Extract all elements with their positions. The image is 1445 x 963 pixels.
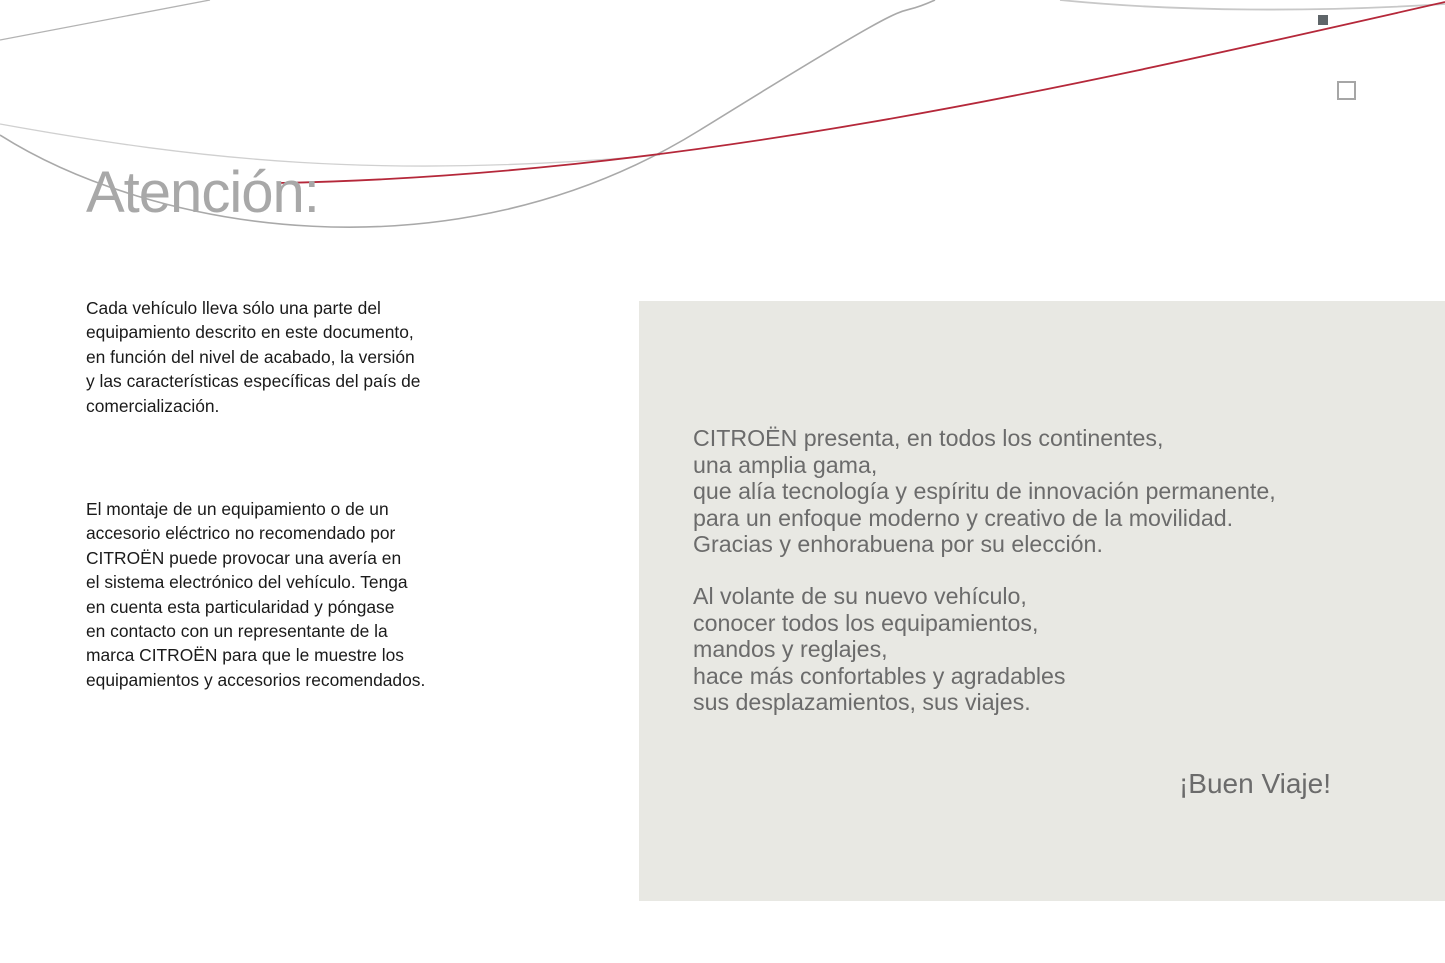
text-line: CITROËN puede provocar una avería en: [86, 547, 402, 568]
text-line: Al volante de su nuevo vehículo,: [693, 583, 1027, 609]
notice-paragraph-accessories: [86, 497, 466, 692]
outline-square-icon[interactable]: [1337, 81, 1356, 100]
text-line: mandos y reglajes,: [693, 636, 888, 663]
text-line: que alía tecnología y espíritu de innovación permanente,: [693, 478, 1276, 505]
text-line: marca CITROËN para que le muestre los: [86, 645, 404, 666]
text-line: conocer todos los equipamientos,: [693, 609, 1039, 636]
text-line: equipamientos y accesorios recomendados.: [86, 669, 426, 690]
text-line: hace más confortables y agradables: [693, 662, 1066, 689]
text-line: en contacto con un representante de la: [86, 621, 388, 642]
filled-square-icon[interactable]: [1318, 15, 1328, 25]
text-line: una amplia gama,: [693, 451, 878, 478]
closing-greeting: ¡Buen Viaje!: [1178, 768, 1331, 799]
text-line: accesorio eléctrico no recomendado por: [86, 523, 396, 544]
text-line: Gracias y enhorabuena por su elección.: [693, 531, 1103, 558]
text-line: en función del nivel de acabado, la versión: [86, 346, 415, 367]
notice-paragraph-equipment: [86, 296, 466, 418]
text-line: el sistema electrónico del vehículo. Tenga: [86, 572, 408, 593]
welcome-panel: [639, 301, 1445, 901]
text-line: y las características específicas del país de: [86, 371, 421, 392]
grey-swoosh-line-top-left: [0, 0, 210, 40]
text-line: Cada vehículo lleva sólo una parte del: [86, 298, 381, 318]
text-line: comercialización.: [86, 395, 220, 416]
welcome-block-driving: [693, 583, 1393, 716]
welcome-block-intro: [693, 425, 1393, 558]
text-line: para un enfoque moderno y creativo de la movilidad.: [693, 504, 1234, 531]
red-swoosh-line: [278, 2, 1445, 183]
page-title: Atención:: [86, 160, 319, 225]
grey-swoosh-line-top-right: [1060, 0, 1445, 10]
text-line: en cuenta esta particularidad y póngase: [86, 596, 395, 617]
text-line: CITROËN presenta, en todos los continentes,: [693, 425, 1164, 451]
text-line: sus desplazamientos, sus viajes.: [693, 689, 1031, 716]
text-line: El montaje de un equipamiento o de un: [86, 499, 389, 519]
text-line: equipamiento descrito en este documento,: [86, 322, 414, 343]
